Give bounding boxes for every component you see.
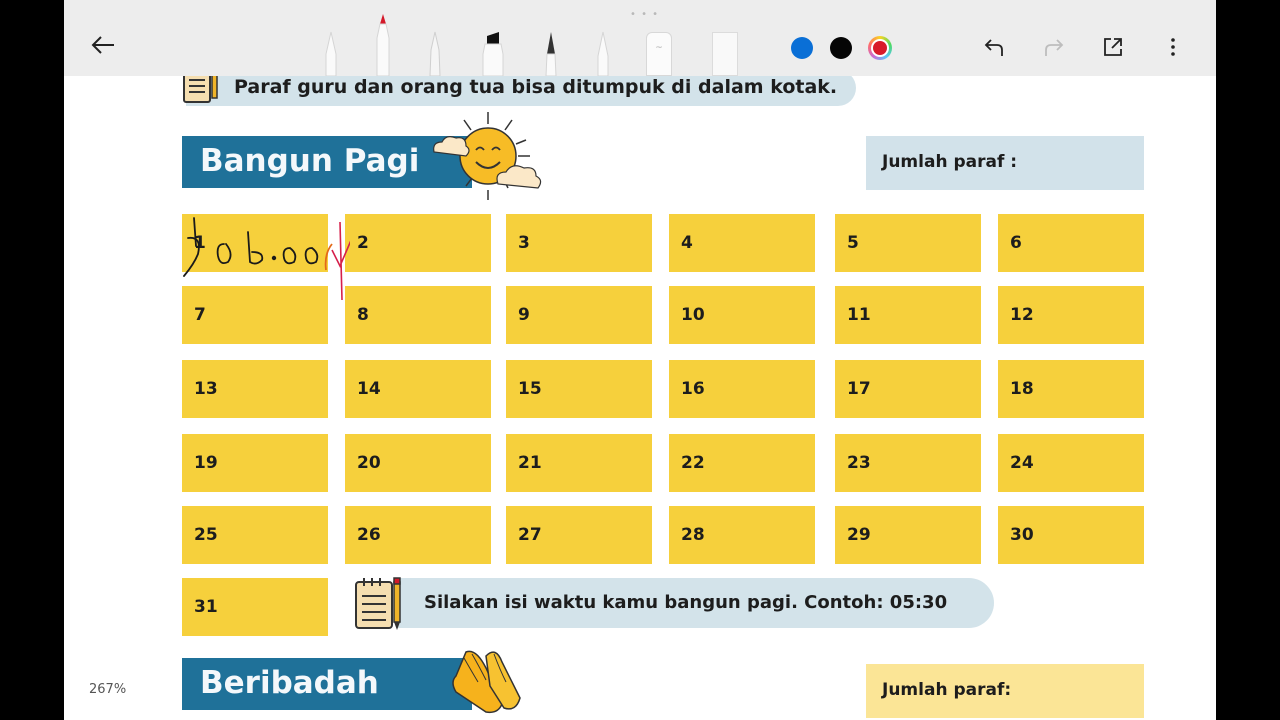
- day-cell-20[interactable]: 20: [345, 434, 491, 492]
- day-cell-22[interactable]: 22: [669, 434, 815, 492]
- wake-time-hint-text: Silakan isi waktu kamu bangun pagi. Contoh: 05:30: [424, 592, 948, 613]
- day-cell-3[interactable]: 3: [506, 214, 652, 272]
- worksheet-page[interactable]: [150, 60, 1150, 720]
- redo-icon: [1042, 35, 1066, 59]
- day-cell-7[interactable]: 7: [182, 286, 328, 344]
- day-cell-14[interactable]: 14: [345, 360, 491, 418]
- day-cell-17[interactable]: 17: [835, 360, 981, 418]
- day-cell-31[interactable]: 31: [182, 578, 328, 636]
- calligraphy-pen-tool[interactable]: [594, 30, 612, 76]
- more-options-button[interactable]: [1159, 33, 1187, 61]
- praying-hands-icon: [446, 642, 532, 720]
- color-swatch-red-selected[interactable]: [868, 36, 892, 60]
- day-cell-5[interactable]: 5: [835, 214, 981, 272]
- undo-button[interactable]: [980, 33, 1008, 61]
- day-cell-24[interactable]: 24: [998, 434, 1144, 492]
- fountain-pen-tool[interactable]: [426, 30, 444, 76]
- pencil-tool-red[interactable]: [374, 12, 392, 76]
- eraser-tool[interactable]: ~: [646, 32, 672, 76]
- arrow-left-icon: [88, 30, 118, 60]
- day-cell-21[interactable]: 21: [506, 434, 652, 492]
- day-cell-1[interactable]: 1: [182, 214, 328, 272]
- ruler-tool[interactable]: [712, 32, 738, 76]
- day-cell-9[interactable]: 9: [506, 286, 652, 344]
- signature-count-beribadah: Jumlah paraf:: [866, 664, 1144, 718]
- day-cell-10[interactable]: 10: [669, 286, 815, 344]
- wake-time-hint: [396, 578, 994, 628]
- day-cell-6[interactable]: 6: [998, 214, 1144, 272]
- color-swatch-black[interactable]: [830, 37, 852, 59]
- notepad-pencil-icon: [352, 574, 406, 632]
- day-cell-12[interactable]: 12: [998, 286, 1144, 344]
- day-cell-13[interactable]: 13: [182, 360, 328, 418]
- day-cell-23[interactable]: 23: [835, 434, 981, 492]
- day-cell-18[interactable]: 18: [998, 360, 1144, 418]
- day-cell-16[interactable]: 16: [669, 360, 815, 418]
- section-title-bangun-pagi: Bangun Pagi: [182, 136, 472, 188]
- day-cell-4[interactable]: 4: [669, 214, 815, 272]
- day-cell-25[interactable]: 25: [182, 506, 328, 564]
- day-cell-19[interactable]: 19: [182, 434, 328, 492]
- ballpoint-pen-tool[interactable]: [322, 30, 340, 76]
- color-swatch-blue[interactable]: [791, 37, 813, 59]
- day-cell-29[interactable]: 29: [835, 506, 981, 564]
- redo-button[interactable]: [1040, 33, 1068, 61]
- more-vertical-icon: [1161, 35, 1185, 59]
- signature-count-bangun-pagi: Jumlah paraf :: [866, 136, 1144, 190]
- back-button[interactable]: [88, 30, 118, 60]
- share-icon: [1101, 35, 1125, 59]
- day-cell-28[interactable]: 28: [669, 506, 815, 564]
- day-cell-15[interactable]: 15: [506, 360, 652, 418]
- undo-icon: [982, 35, 1006, 59]
- share-button[interactable]: [1099, 33, 1127, 61]
- day-cell-30[interactable]: 30: [998, 506, 1144, 564]
- day-cell-8[interactable]: 8: [345, 286, 491, 344]
- sun-with-clouds-icon: [426, 110, 556, 200]
- day-cell-26[interactable]: 26: [345, 506, 491, 564]
- day-cell-27[interactable]: 27: [506, 506, 652, 564]
- day-cell-2[interactable]: 2: [345, 214, 491, 272]
- section-title-beribadah: Beribadah: [182, 658, 472, 710]
- brush-tool[interactable]: [542, 30, 560, 76]
- drag-grip[interactable]: • • •: [630, 9, 660, 20]
- zoom-level: 267%: [89, 682, 127, 697]
- marker-tool[interactable]: [480, 32, 506, 76]
- drawing-toolbar: [64, 0, 1216, 76]
- day-cell-11[interactable]: 11: [835, 286, 981, 344]
- top-note-text: Paraf guru dan orang tua bisa ditumpuk di dalam kotak.: [234, 76, 838, 98]
- notes-app: [64, 0, 1216, 720]
